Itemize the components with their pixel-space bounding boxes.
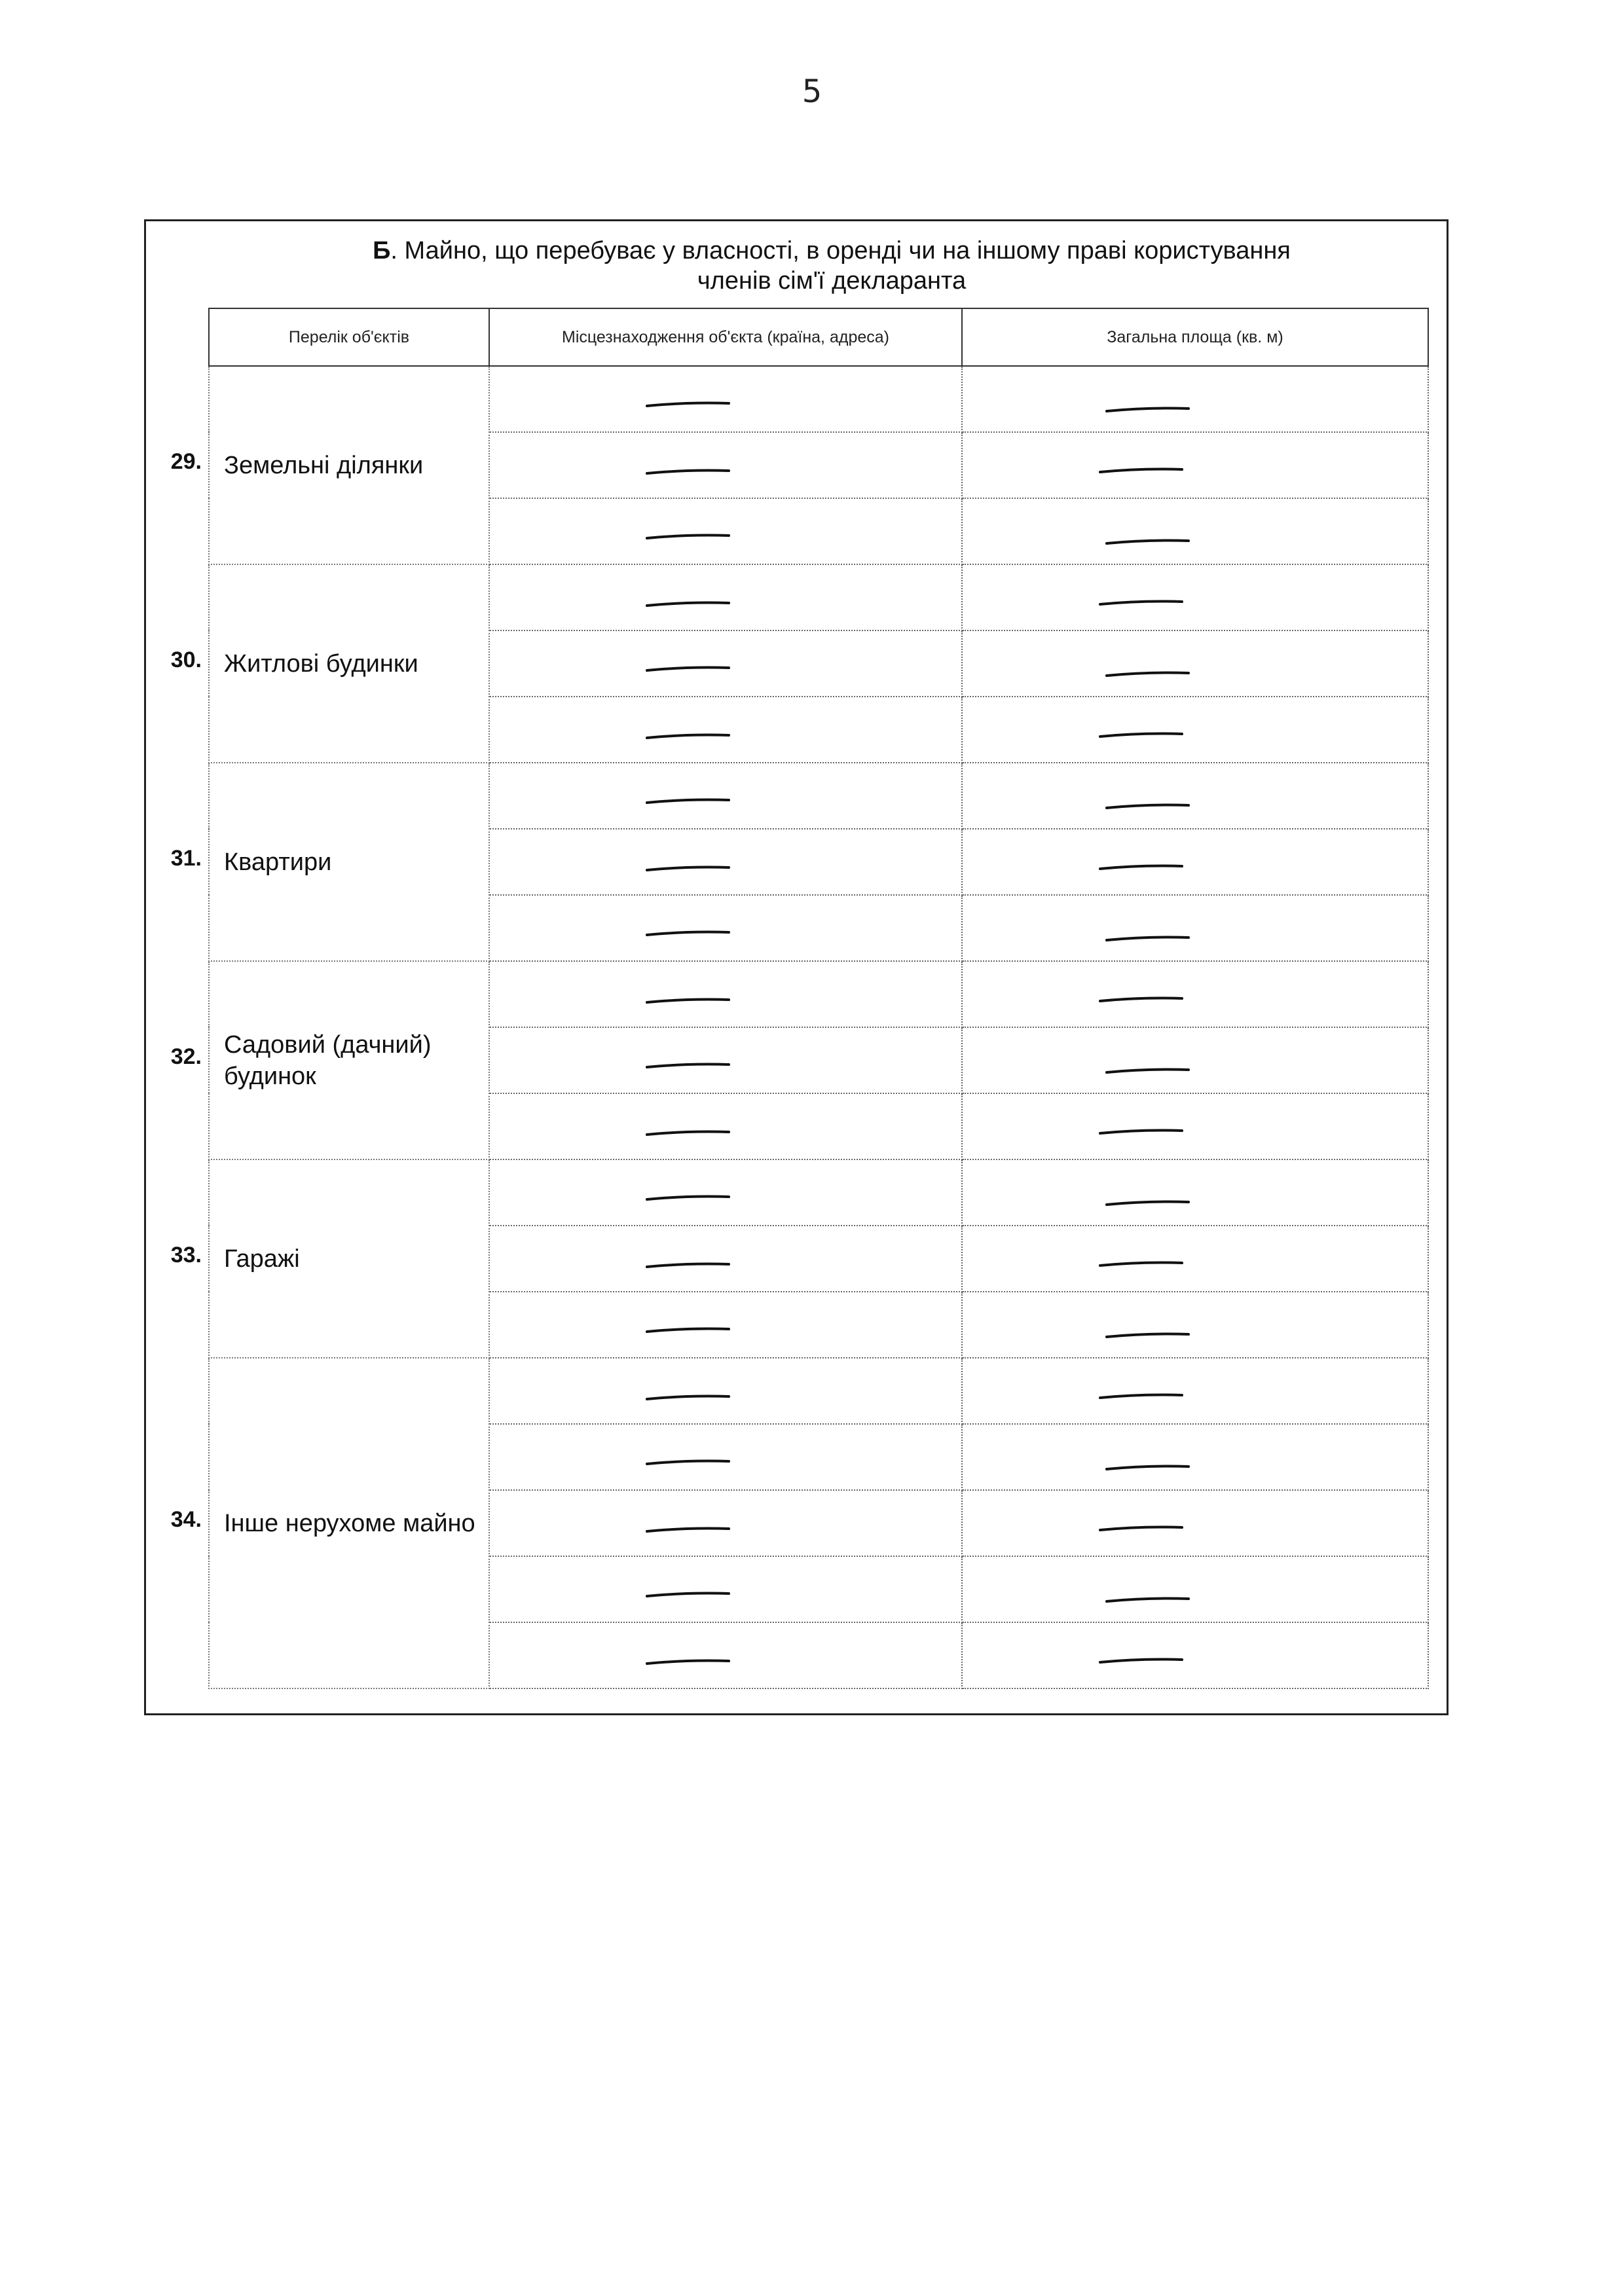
dash-stroke (1100, 1131, 1182, 1134)
location-cell (489, 829, 962, 895)
dash-stroke (1107, 938, 1189, 941)
dash-mark (490, 367, 963, 431)
location-cell (489, 1292, 962, 1358)
table-header-row (209, 308, 1428, 366)
dash-mark (963, 1094, 1429, 1159)
dash-stroke (1100, 866, 1182, 869)
dash-mark (490, 631, 963, 696)
dash-mark (490, 1425, 963, 1489)
dash-stroke (1100, 734, 1182, 737)
dash-stroke (1100, 469, 1182, 473)
location-cell (489, 895, 962, 961)
dash-mark (963, 896, 1429, 960)
table-row (209, 366, 1428, 432)
dash-mark (490, 499, 963, 564)
dash-mark (490, 1623, 963, 1688)
location-cell (489, 1093, 962, 1159)
object-type-label: Житлові будинки (209, 564, 489, 763)
row-number: 34. (170, 1506, 202, 1532)
row-number: 32. (170, 1044, 202, 1069)
dash-stroke (647, 603, 729, 606)
location-cell (489, 1556, 962, 1622)
area-cell (962, 432, 1428, 498)
dash-mark (490, 829, 963, 894)
object-type-label: Садовий (дачний) будинок (209, 961, 489, 1159)
dash-stroke (647, 1529, 729, 1532)
dash-stroke (1100, 1660, 1182, 1663)
table-row (209, 961, 1428, 1027)
area-cell (962, 763, 1428, 829)
location-cell (489, 630, 962, 697)
dash-mark (963, 962, 1429, 1027)
dash-mark (963, 1160, 1429, 1225)
dash-mark (490, 1557, 963, 1622)
area-cell (962, 1027, 1428, 1093)
dash-mark (963, 631, 1429, 696)
dash-stroke (1100, 998, 1182, 1002)
dash-mark (963, 763, 1429, 828)
dash-mark (490, 1028, 963, 1093)
location-cell (489, 1027, 962, 1093)
dash-stroke (647, 403, 729, 407)
area-cell (962, 366, 1428, 432)
dash-stroke (647, 536, 729, 539)
dash-mark (490, 1491, 963, 1556)
dash-stroke (647, 1000, 729, 1003)
dash-stroke (1100, 602, 1182, 605)
dash-mark (963, 1292, 1429, 1357)
dash-mark (490, 1358, 963, 1423)
section-title (262, 236, 1401, 296)
dash-stroke (647, 932, 729, 936)
header-objects: Перелік об'єктів (209, 308, 489, 366)
dash-stroke (647, 1461, 729, 1465)
dash-stroke (647, 735, 729, 738)
dash-mark (490, 1094, 963, 1159)
dash-mark (490, 962, 963, 1027)
section-title-line-1 (373, 237, 1291, 264)
dash-stroke (647, 1594, 729, 1597)
dash-stroke (647, 1329, 729, 1332)
dash-stroke (647, 1396, 729, 1400)
area-cell (962, 1424, 1428, 1490)
row-number: 33. (170, 1242, 202, 1267)
location-cell (489, 564, 962, 630)
dash-stroke (647, 1197, 729, 1200)
location-cell (489, 432, 962, 498)
object-type-label: Квартири (209, 763, 489, 961)
location-cell (489, 366, 962, 432)
location-cell (489, 1424, 962, 1490)
dash-stroke (1107, 805, 1189, 809)
dash-stroke (647, 800, 729, 803)
dash-mark (963, 1557, 1429, 1622)
location-cell (489, 697, 962, 763)
dash-mark (963, 1358, 1429, 1423)
dash-stroke (1100, 1263, 1182, 1266)
table-row (209, 763, 1428, 829)
property-table (208, 308, 1429, 1689)
header-location: Місцезнаходження об'єкта (країна, адреса) (489, 308, 962, 366)
area-cell (962, 829, 1428, 895)
dash-stroke (647, 867, 729, 871)
dash-mark (963, 499, 1429, 564)
area-cell (962, 1226, 1428, 1292)
location-cell (489, 763, 962, 829)
section-title-line-2: членів сім'ї декларанта (697, 267, 967, 295)
dash-stroke (647, 1264, 729, 1267)
dash-mark (963, 1028, 1429, 1093)
area-cell (962, 1159, 1428, 1226)
dash-mark (490, 896, 963, 960)
area-cell (962, 630, 1428, 697)
area-cell (962, 1292, 1428, 1358)
dash-stroke (647, 1132, 729, 1135)
area-cell (962, 1490, 1428, 1556)
location-cell (489, 1622, 962, 1688)
dash-stroke (647, 668, 729, 671)
section-letter: Б (373, 237, 391, 264)
dash-stroke (1107, 1467, 1189, 1470)
table-row (209, 1358, 1428, 1424)
dash-stroke (1107, 673, 1189, 676)
table-row (209, 1159, 1428, 1226)
dash-mark (490, 565, 963, 630)
dash-stroke (1107, 1202, 1189, 1205)
location-cell (489, 1159, 962, 1226)
location-cell (489, 961, 962, 1027)
dash-stroke (647, 1065, 729, 1068)
table-row (209, 564, 1428, 630)
header-area: Загальна площа (кв. м) (962, 308, 1428, 366)
dash-stroke (647, 1661, 729, 1664)
object-type-label: Гаражі (209, 1159, 489, 1358)
dash-mark (963, 1623, 1429, 1688)
dash-stroke (1107, 1334, 1189, 1338)
dash-mark (963, 1226, 1429, 1291)
dash-stroke (647, 471, 729, 474)
dash-mark (490, 1160, 963, 1225)
dash-stroke (1107, 541, 1189, 544)
area-cell (962, 895, 1428, 961)
area-cell (962, 1622, 1428, 1688)
page-number: 5 (802, 73, 822, 110)
dash-mark (490, 1226, 963, 1291)
dash-mark (963, 697, 1429, 762)
object-type-label: Земельні ділянки (209, 366, 489, 564)
dash-mark (963, 367, 1429, 431)
table-body (209, 366, 1428, 1688)
row-number: 30. (170, 647, 202, 672)
dash-mark (963, 433, 1429, 498)
area-cell (962, 1093, 1428, 1159)
area-cell (962, 564, 1428, 630)
row-number: 29. (170, 448, 202, 474)
dash-mark (963, 1425, 1429, 1489)
location-cell (489, 1358, 962, 1424)
dash-stroke (1107, 1070, 1189, 1073)
dash-mark (963, 829, 1429, 894)
area-cell (962, 1358, 1428, 1424)
area-cell (962, 961, 1428, 1027)
area-cell (962, 697, 1428, 763)
dash-stroke (1100, 1395, 1182, 1398)
dash-mark (490, 433, 963, 498)
dash-mark (490, 1292, 963, 1357)
dash-mark (963, 1491, 1429, 1556)
location-cell (489, 498, 962, 564)
area-cell (962, 1556, 1428, 1622)
object-type-label: Інше нерухоме майно (209, 1358, 489, 1688)
section-title-text: . Майно, що перебуває у власності, в оренді чи на іншому праві користування (390, 237, 1291, 264)
dash-mark (490, 697, 963, 762)
location-cell (489, 1226, 962, 1292)
dash-mark (490, 763, 963, 828)
dash-mark (963, 565, 1429, 630)
area-cell (962, 498, 1428, 564)
dash-stroke (1100, 1527, 1182, 1531)
dash-stroke (1107, 1599, 1189, 1602)
location-cell (489, 1490, 962, 1556)
row-number: 31. (170, 845, 202, 871)
dash-stroke (1107, 409, 1189, 412)
